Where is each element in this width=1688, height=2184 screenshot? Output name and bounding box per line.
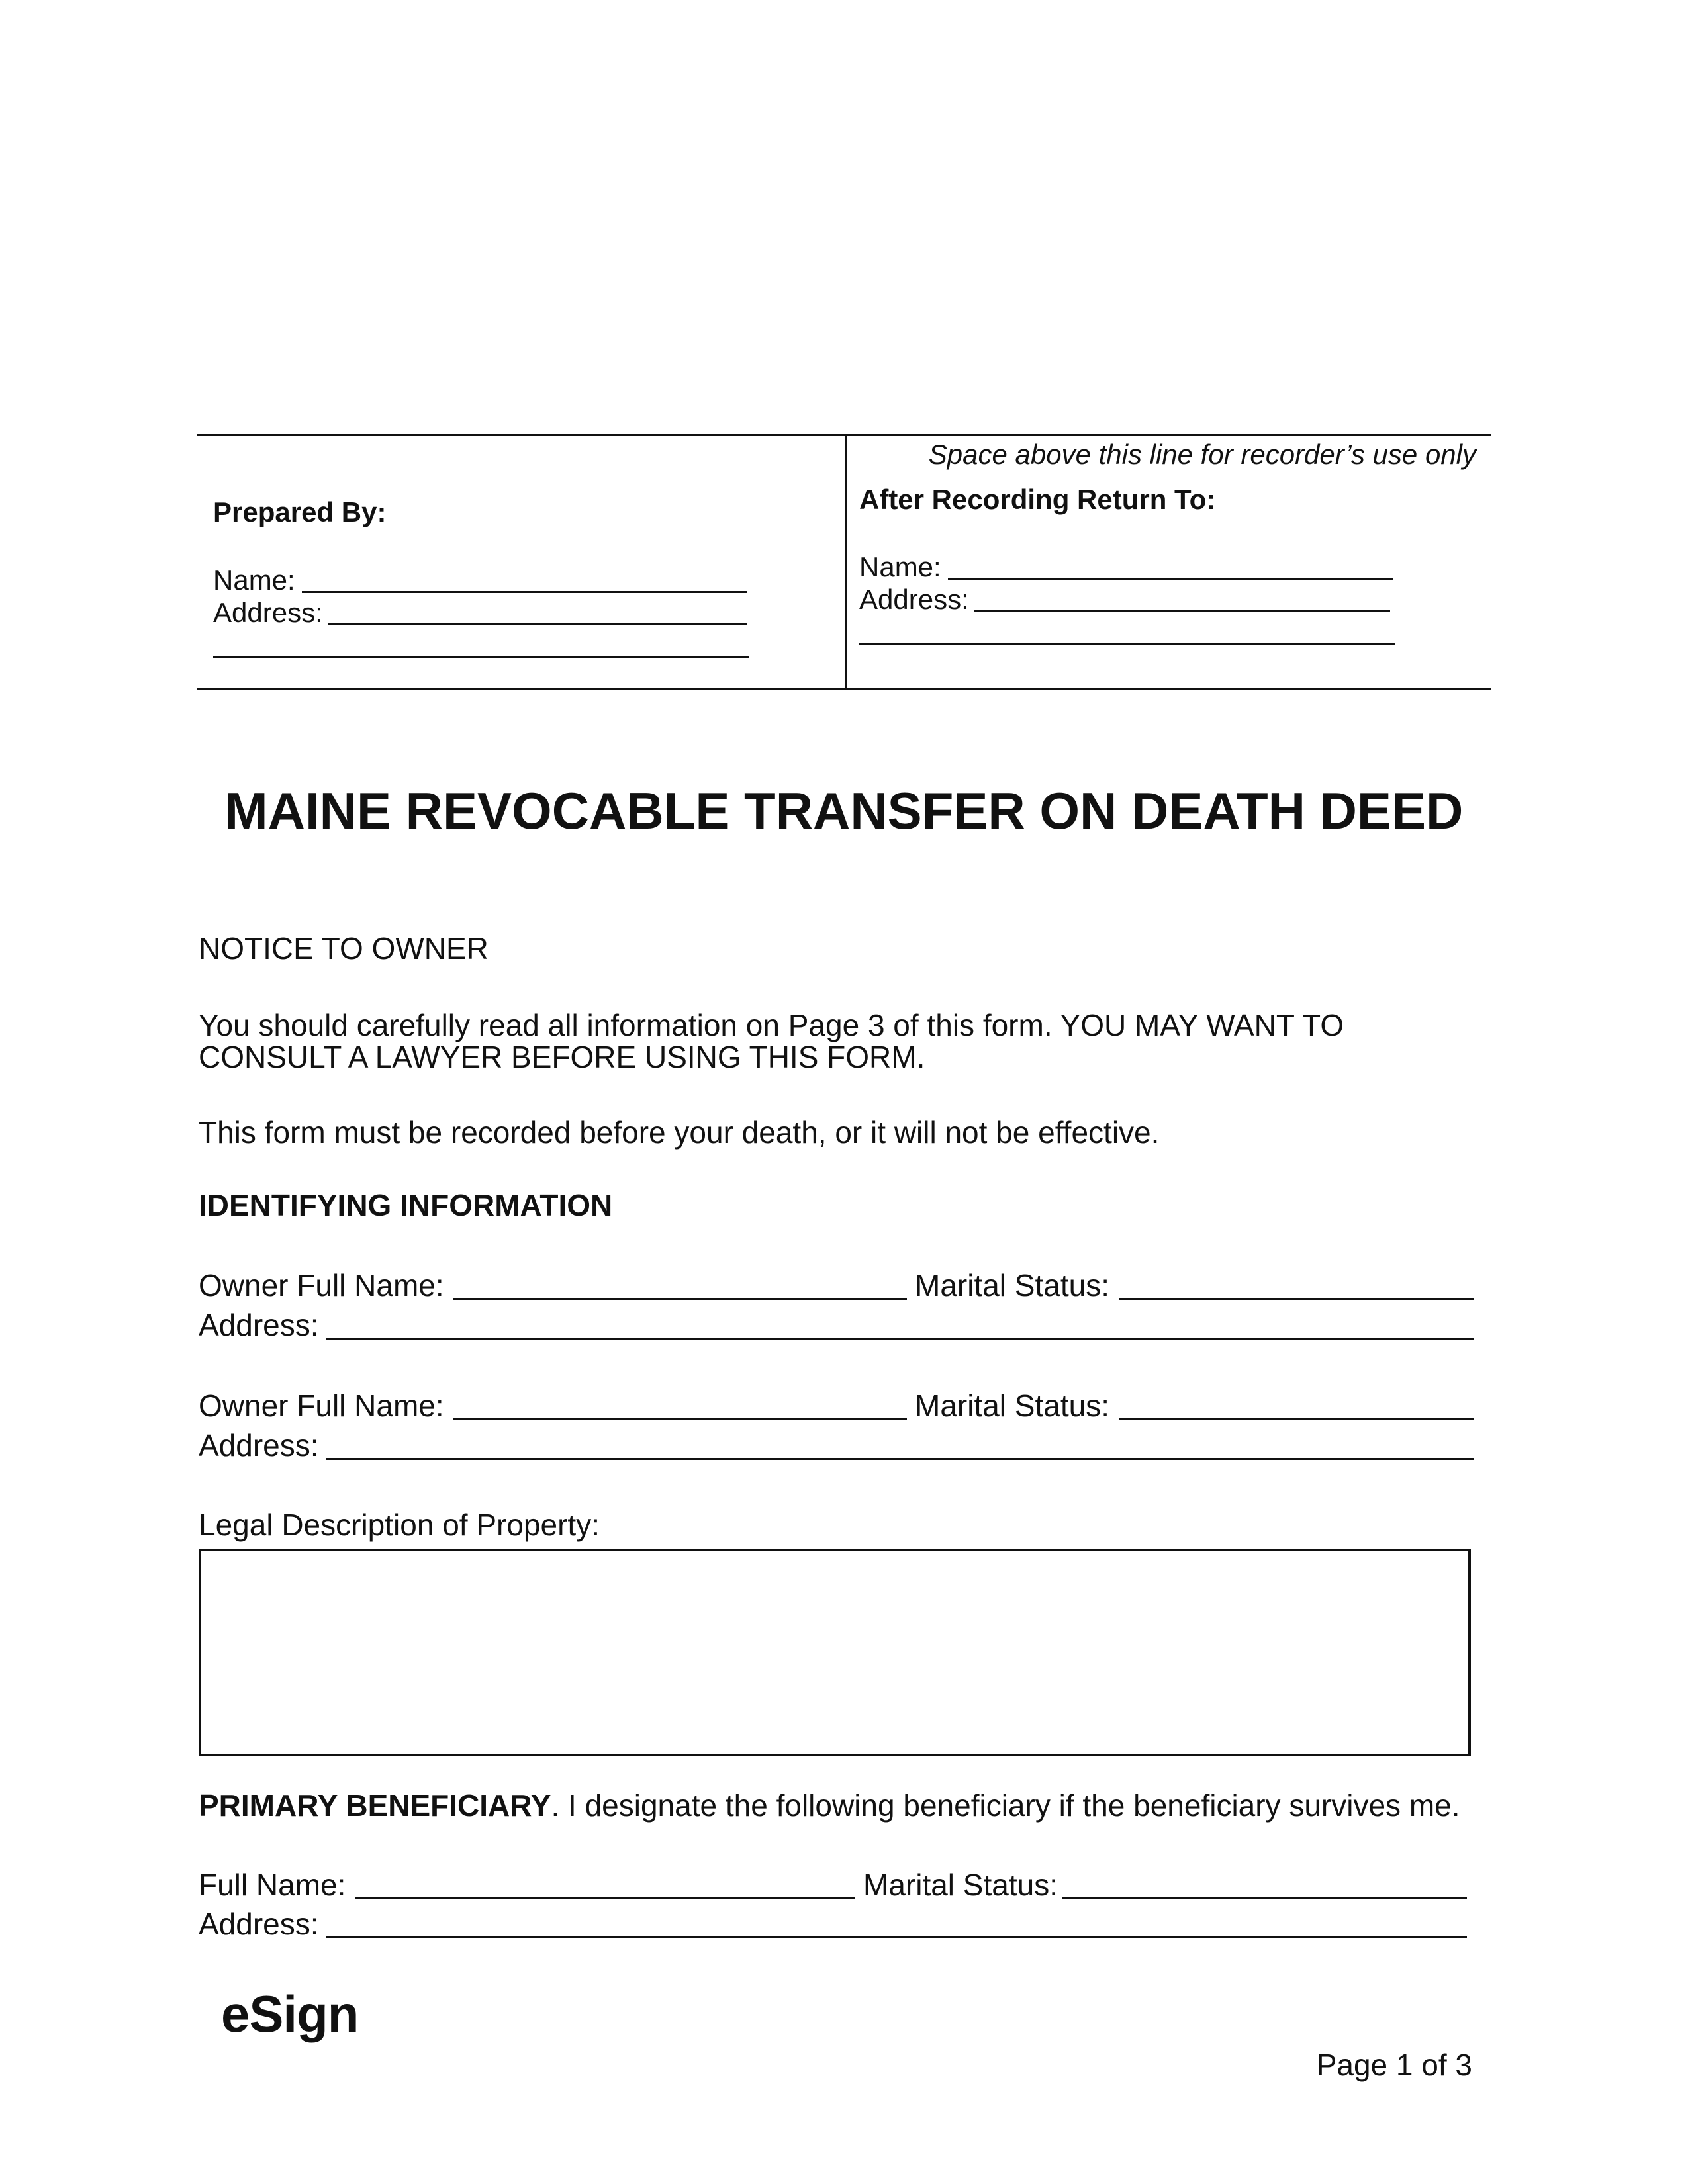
esign-logo: eSign — [221, 1985, 359, 2043]
prepared-by-name-field[interactable] — [302, 591, 747, 593]
owner-1-marital-field[interactable] — [1119, 1298, 1474, 1300]
return-to-heading: After Recording Return To: — [859, 484, 1216, 515]
notice-para1-line2: CONSULT A LAWYER BEFORE USING THIS FORM. — [199, 1040, 925, 1074]
primary-marital-field[interactable] — [1062, 1897, 1467, 1899]
owner-1-name-label: Owner Full Name: — [199, 1268, 444, 1302]
primary-address-field[interactable] — [326, 1936, 1467, 1938]
owner-2-name-field[interactable] — [453, 1418, 907, 1420]
recorder-top-rule — [197, 434, 1491, 436]
owner-1-address-label: Address: — [199, 1308, 319, 1342]
primary-beneficiary-text: . I designate the following beneficiary if the beneficiary survives me. — [551, 1788, 1460, 1823]
return-to-address-label: Address: — [859, 584, 969, 615]
legal-description-box[interactable] — [199, 1549, 1471, 1756]
return-to-name-field[interactable] — [948, 578, 1393, 580]
primary-beneficiary-statement — [199, 1788, 1460, 1823]
return-to-name-label: Name: — [859, 551, 941, 582]
return-to-address-line2[interactable] — [859, 643, 1395, 645]
page-number: Page 1 of 3 — [1316, 2048, 1472, 2082]
primary-address-label: Address: — [199, 1907, 319, 1941]
primary-name-field[interactable] — [355, 1897, 855, 1899]
notice-para2: This form must be recorded before your death, or it will not be effective. — [199, 1115, 1160, 1150]
primary-name-label: Full Name: — [199, 1868, 346, 1902]
owner-2-address-label: Address: — [199, 1428, 319, 1463]
notice-para1-line1: You should carefully read all information on Page 3 of this form. YOU MAY WANT TO — [199, 1008, 1344, 1042]
recorder-bottom-rule — [197, 688, 1491, 690]
owner-1-address-field[interactable] — [326, 1338, 1474, 1340]
owner-2-name-label: Owner Full Name: — [199, 1388, 444, 1423]
owner-2-address-field[interactable] — [326, 1458, 1474, 1460]
owner-1-name-field[interactable] — [453, 1298, 907, 1300]
primary-beneficiary-heading: PRIMARY BENEFICIARY — [199, 1788, 551, 1823]
recorder-note: Space above this line for recorder’s use only — [928, 439, 1476, 470]
primary-marital-label: Marital Status: — [863, 1868, 1058, 1902]
legal-description-label: Legal Description of Property: — [199, 1508, 600, 1542]
document-title: MAINE REVOCABLE TRANSFER ON DEATH DEED — [224, 782, 1464, 840]
owner-2-marital-label: Marital Status: — [915, 1388, 1109, 1423]
identifying-heading: IDENTIFYING INFORMATION — [199, 1188, 613, 1222]
prepared-by-address-field[interactable] — [328, 623, 747, 625]
recorder-divider — [845, 434, 847, 690]
return-to-address-field[interactable] — [974, 610, 1390, 612]
prepared-by-address-line2[interactable] — [213, 656, 749, 658]
notice-heading: NOTICE TO OWNER — [199, 931, 489, 966]
prepared-by-address-label: Address: — [213, 597, 323, 628]
prepared-by-name-label: Name: — [213, 565, 295, 596]
prepared-by-heading: Prepared By: — [213, 496, 387, 527]
owner-1-marital-label: Marital Status: — [915, 1268, 1109, 1302]
owner-2-marital-field[interactable] — [1119, 1418, 1474, 1420]
